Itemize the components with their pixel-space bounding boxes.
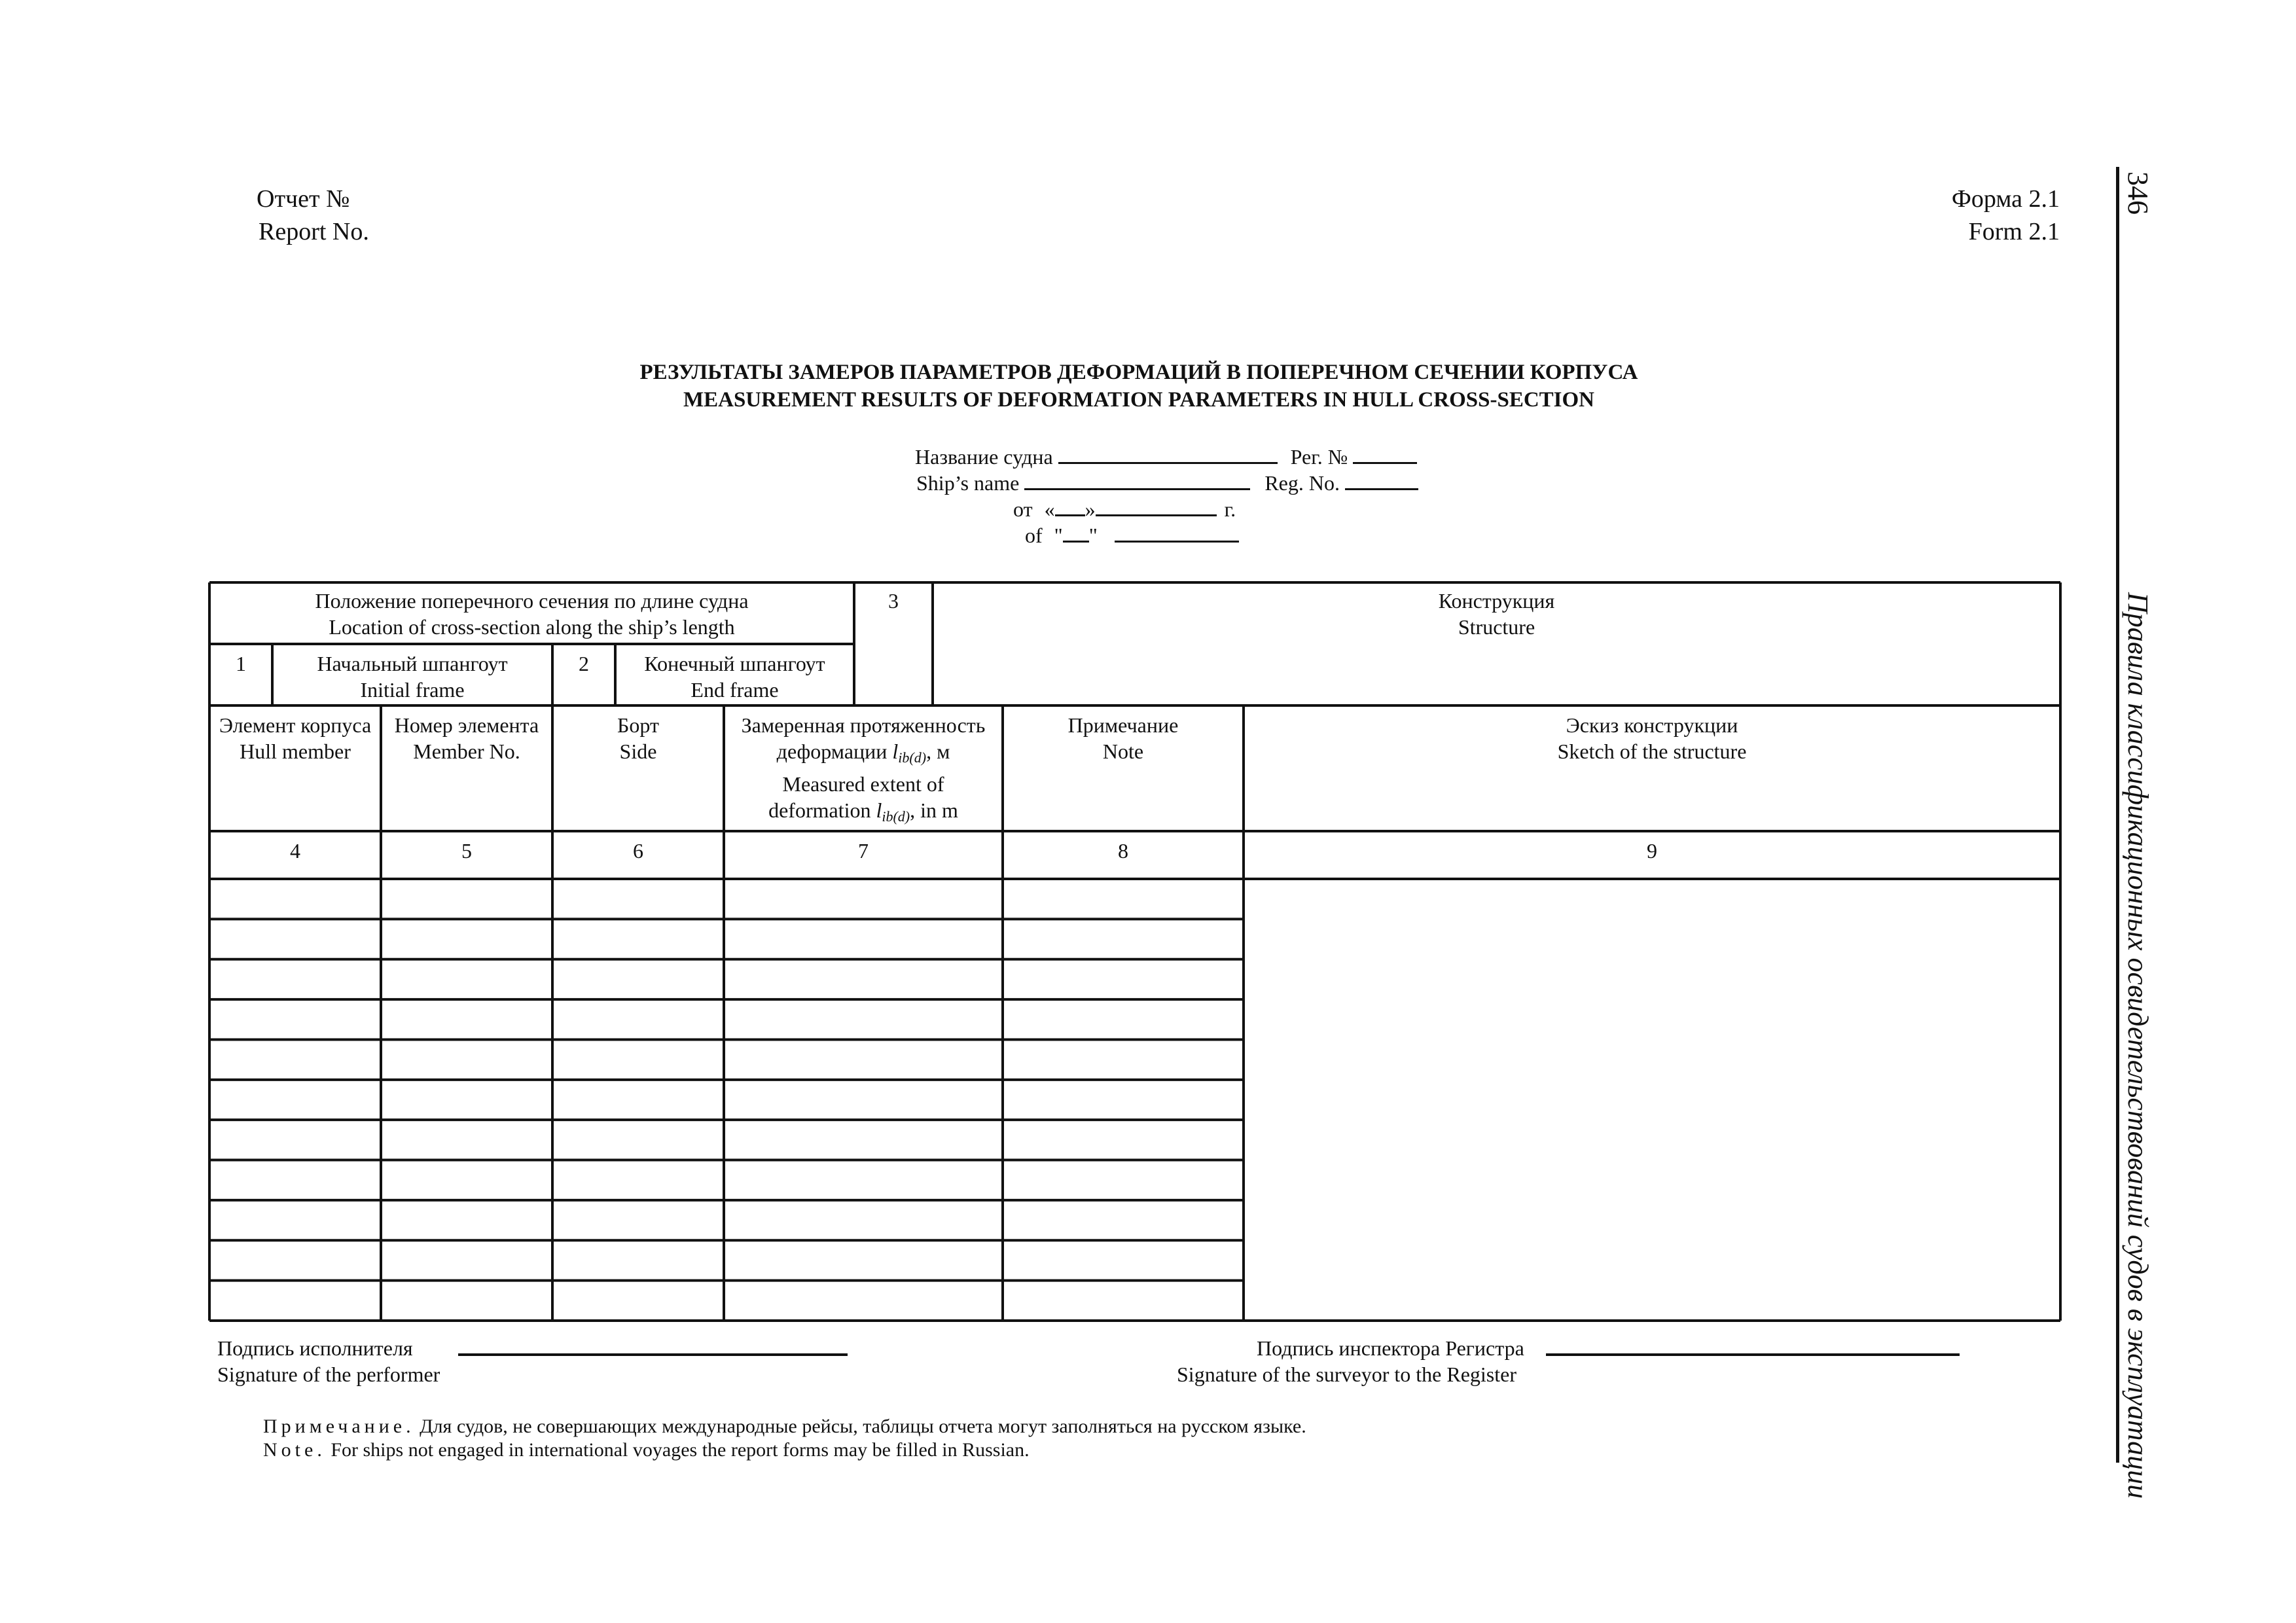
table-cell[interactable] [555,962,721,997]
table-cell[interactable] [555,1002,721,1037]
sketch-header-en: Sketch of the structure [1557,740,1747,763]
table-cell[interactable] [555,1082,721,1117]
table-cell[interactable] [212,1002,378,1037]
initial-frame-en: Initial frame [360,678,465,702]
end-frame-ru: Конечный шпангоут [644,652,825,675]
table-cell[interactable] [212,882,378,916]
table-cell[interactable] [212,1283,378,1318]
side-en: Side [619,740,657,763]
table-cell[interactable] [726,1203,1000,1238]
col-number-4: 4 [290,839,300,863]
table-cell[interactable] [384,1002,550,1037]
side-ru: Борт [617,713,659,737]
note-header-en: Note [1102,740,1144,763]
report-number-label-ru: Отчет № [257,185,350,213]
table-cell[interactable] [726,1243,1000,1277]
sketch-header [1244,712,2060,764]
quote-close-en: " [1088,524,1098,547]
measured-ru-unit: , м [926,740,950,763]
table-cell[interactable] [555,1283,721,1318]
measured-extent-header [724,712,1003,830]
hull-member-header [209,712,381,764]
table-cell[interactable] [555,1203,721,1238]
note-text-en: For ships not engaged in international voyages the report forms may be filled in Russian. [331,1439,1030,1461]
structure-header [933,588,2060,640]
performer-signature-label-en: Signature of the performer [217,1363,440,1386]
reg-label-ru: Рег. № [1290,445,1348,469]
surveyor-signature-label-en: Signature of the surveyor to the Register [1177,1363,1516,1386]
table-cell[interactable] [726,1082,1000,1117]
running-title: Правила классификационных освидетельствований судов в эксплуатации [2122,592,2154,1499]
col-number-6: 6 [633,839,643,863]
table-cell[interactable] [384,882,550,916]
year-label-ru: г. [1224,497,1236,521]
performer-signature-label-ru: Подпись исполнителя [217,1336,413,1360]
end-frame-header [615,651,854,703]
member-no-header [381,712,552,764]
measured-extent-ru-line1: Замеренная протяженность [741,713,986,737]
table-cell[interactable] [1005,1082,1241,1117]
reg-label-en: Reg. No. [1265,471,1340,495]
measured-symbol-sub-en: ib(d) [882,808,910,825]
sketch-header-ru: Эскиз конструкции [1566,713,1738,737]
note-label-en: Note. [263,1439,326,1461]
location-header [209,588,854,640]
ship-name-label-en: Ship’s name [916,471,1020,495]
table-cell[interactable] [1005,1002,1241,1037]
surveyor-signature-line[interactable] [1546,1353,1960,1356]
table-cell[interactable] [726,1122,1000,1157]
form-title-en: MEASUREMENT RESULTS OF DEFORMATION PARAMETERS IN HULL CROSS-SECTION [683,388,1595,412]
table-cell[interactable] [726,921,1000,956]
table-cell[interactable] [212,1082,378,1117]
col2-number: 2 [579,652,589,675]
table-cell[interactable] [555,1042,721,1077]
side-header [552,712,724,764]
col-number-8: 8 [1118,839,1128,863]
member-no-en: Member No. [413,740,520,763]
table-cell[interactable] [555,921,721,956]
form-number-en: Form 2.1 [1968,218,2060,245]
initial-frame-header [272,651,552,703]
table-cell[interactable] [212,1122,378,1157]
date-from-label-ru: от [1013,497,1033,521]
report-number-label-en: Report No. [259,218,369,245]
table-cell[interactable] [555,882,721,916]
hull-member-ru: Элемент корпуса [219,713,372,737]
table-cell[interactable] [1005,1042,1241,1077]
table-cell[interactable] [1005,962,1241,997]
table-cell[interactable] [726,882,1000,916]
table-cell[interactable] [384,1283,550,1318]
col1-number: 1 [236,652,246,675]
table-cell[interactable] [1005,921,1241,956]
col-number-5: 5 [461,839,472,863]
table-cell[interactable] [212,1042,378,1077]
table-cell[interactable] [1005,1163,1241,1198]
table-cell[interactable] [726,1042,1000,1077]
structure-header-ru: Конструкция [1438,589,1555,613]
table-cell[interactable] [726,962,1000,997]
form-number-ru: Форма 2.1 [1951,185,2060,213]
sketch-area[interactable] [1246,882,2058,1318]
quote-open-ru: « [1044,497,1055,521]
table-cell[interactable] [384,1122,550,1157]
table-cell[interactable] [212,1163,378,1198]
surveyor-signature-label-ru: Подпись инспектора Регистра [1257,1336,1524,1360]
table-cell[interactable] [384,1243,550,1277]
note-ru [263,1414,1306,1440]
measured-symbol-sub: ib(d) [898,749,927,766]
member-no-ru: Номер элемента [394,713,539,737]
measured-symbol-l-en: l [876,798,882,822]
table-cell[interactable] [212,962,378,997]
end-frame-en: End frame [691,678,779,702]
table-cell[interactable] [726,1283,1000,1318]
table-cell[interactable] [384,921,550,956]
table-cell[interactable] [1005,882,1241,916]
page-number: 346 [2122,171,2154,215]
table-cell[interactable] [384,1203,550,1238]
measured-symbol-l: l [892,740,899,763]
table-cell[interactable] [726,1002,1000,1037]
measured-extent-en-line1: Measured extent of [782,772,944,796]
col-number-9: 9 [1647,839,1657,863]
quote-open-en: " [1054,524,1063,547]
performer-signature-line[interactable] [458,1353,848,1356]
note-label-ru: Примечание. [263,1416,415,1437]
table-cell[interactable] [212,921,378,956]
measured-en-text: deformation [768,798,876,822]
table-cell[interactable] [212,1203,378,1238]
table-cell[interactable] [1005,1283,1241,1318]
table-cell[interactable] [555,1163,721,1198]
initial-frame-ru: Начальный шпангоут [317,652,508,675]
hull-member-en: Hull member [240,740,351,763]
table-cell[interactable] [726,1163,1000,1198]
note-header [1003,712,1244,764]
table-cell[interactable] [384,1082,550,1117]
measured-extent-ru-line2 [724,738,1003,771]
structure-header-en: Structure [1458,615,1535,639]
note-header-ru: Примечание [1067,713,1179,737]
table-cell[interactable] [555,1243,721,1277]
table-cell[interactable] [1005,1243,1241,1277]
table-cell[interactable] [1005,1203,1241,1238]
note-text-ru: Для судов, не совершающих международные рейсы, таблицы отчета могут заполняться на русском языке. [420,1416,1306,1437]
table-cell[interactable] [384,1042,550,1077]
quote-close-ru: » [1085,497,1096,521]
form-title-ru: РЕЗУЛЬТАТЫ ЗАМЕРОВ ПАРАМЕТРОВ ДЕФОРМАЦИЙ В ПОПЕРЕЧНОМ СЕЧЕНИИ КОРПУСА [639,361,1638,384]
measured-ru-text: деформации [776,740,893,763]
measured-extent-en-line2 [724,797,1003,830]
table-cell[interactable] [555,1122,721,1157]
note-en [263,1437,1030,1463]
location-header-ru: Положение поперечного сечения по длине судна [315,589,749,613]
col-number-7: 7 [858,839,869,863]
measured-en-unit: , in m [910,798,958,822]
table-cell[interactable] [384,962,550,997]
table-cell[interactable] [1005,1122,1241,1157]
location-header-en: Location of cross-section along the ship’s length [329,615,735,639]
ship-name-label-ru: Название судна [915,445,1053,469]
col3-number: 3 [888,589,899,613]
date-of-label-en: of [1025,524,1043,547]
table-cell[interactable] [384,1163,550,1198]
table-cell[interactable] [212,1243,378,1277]
